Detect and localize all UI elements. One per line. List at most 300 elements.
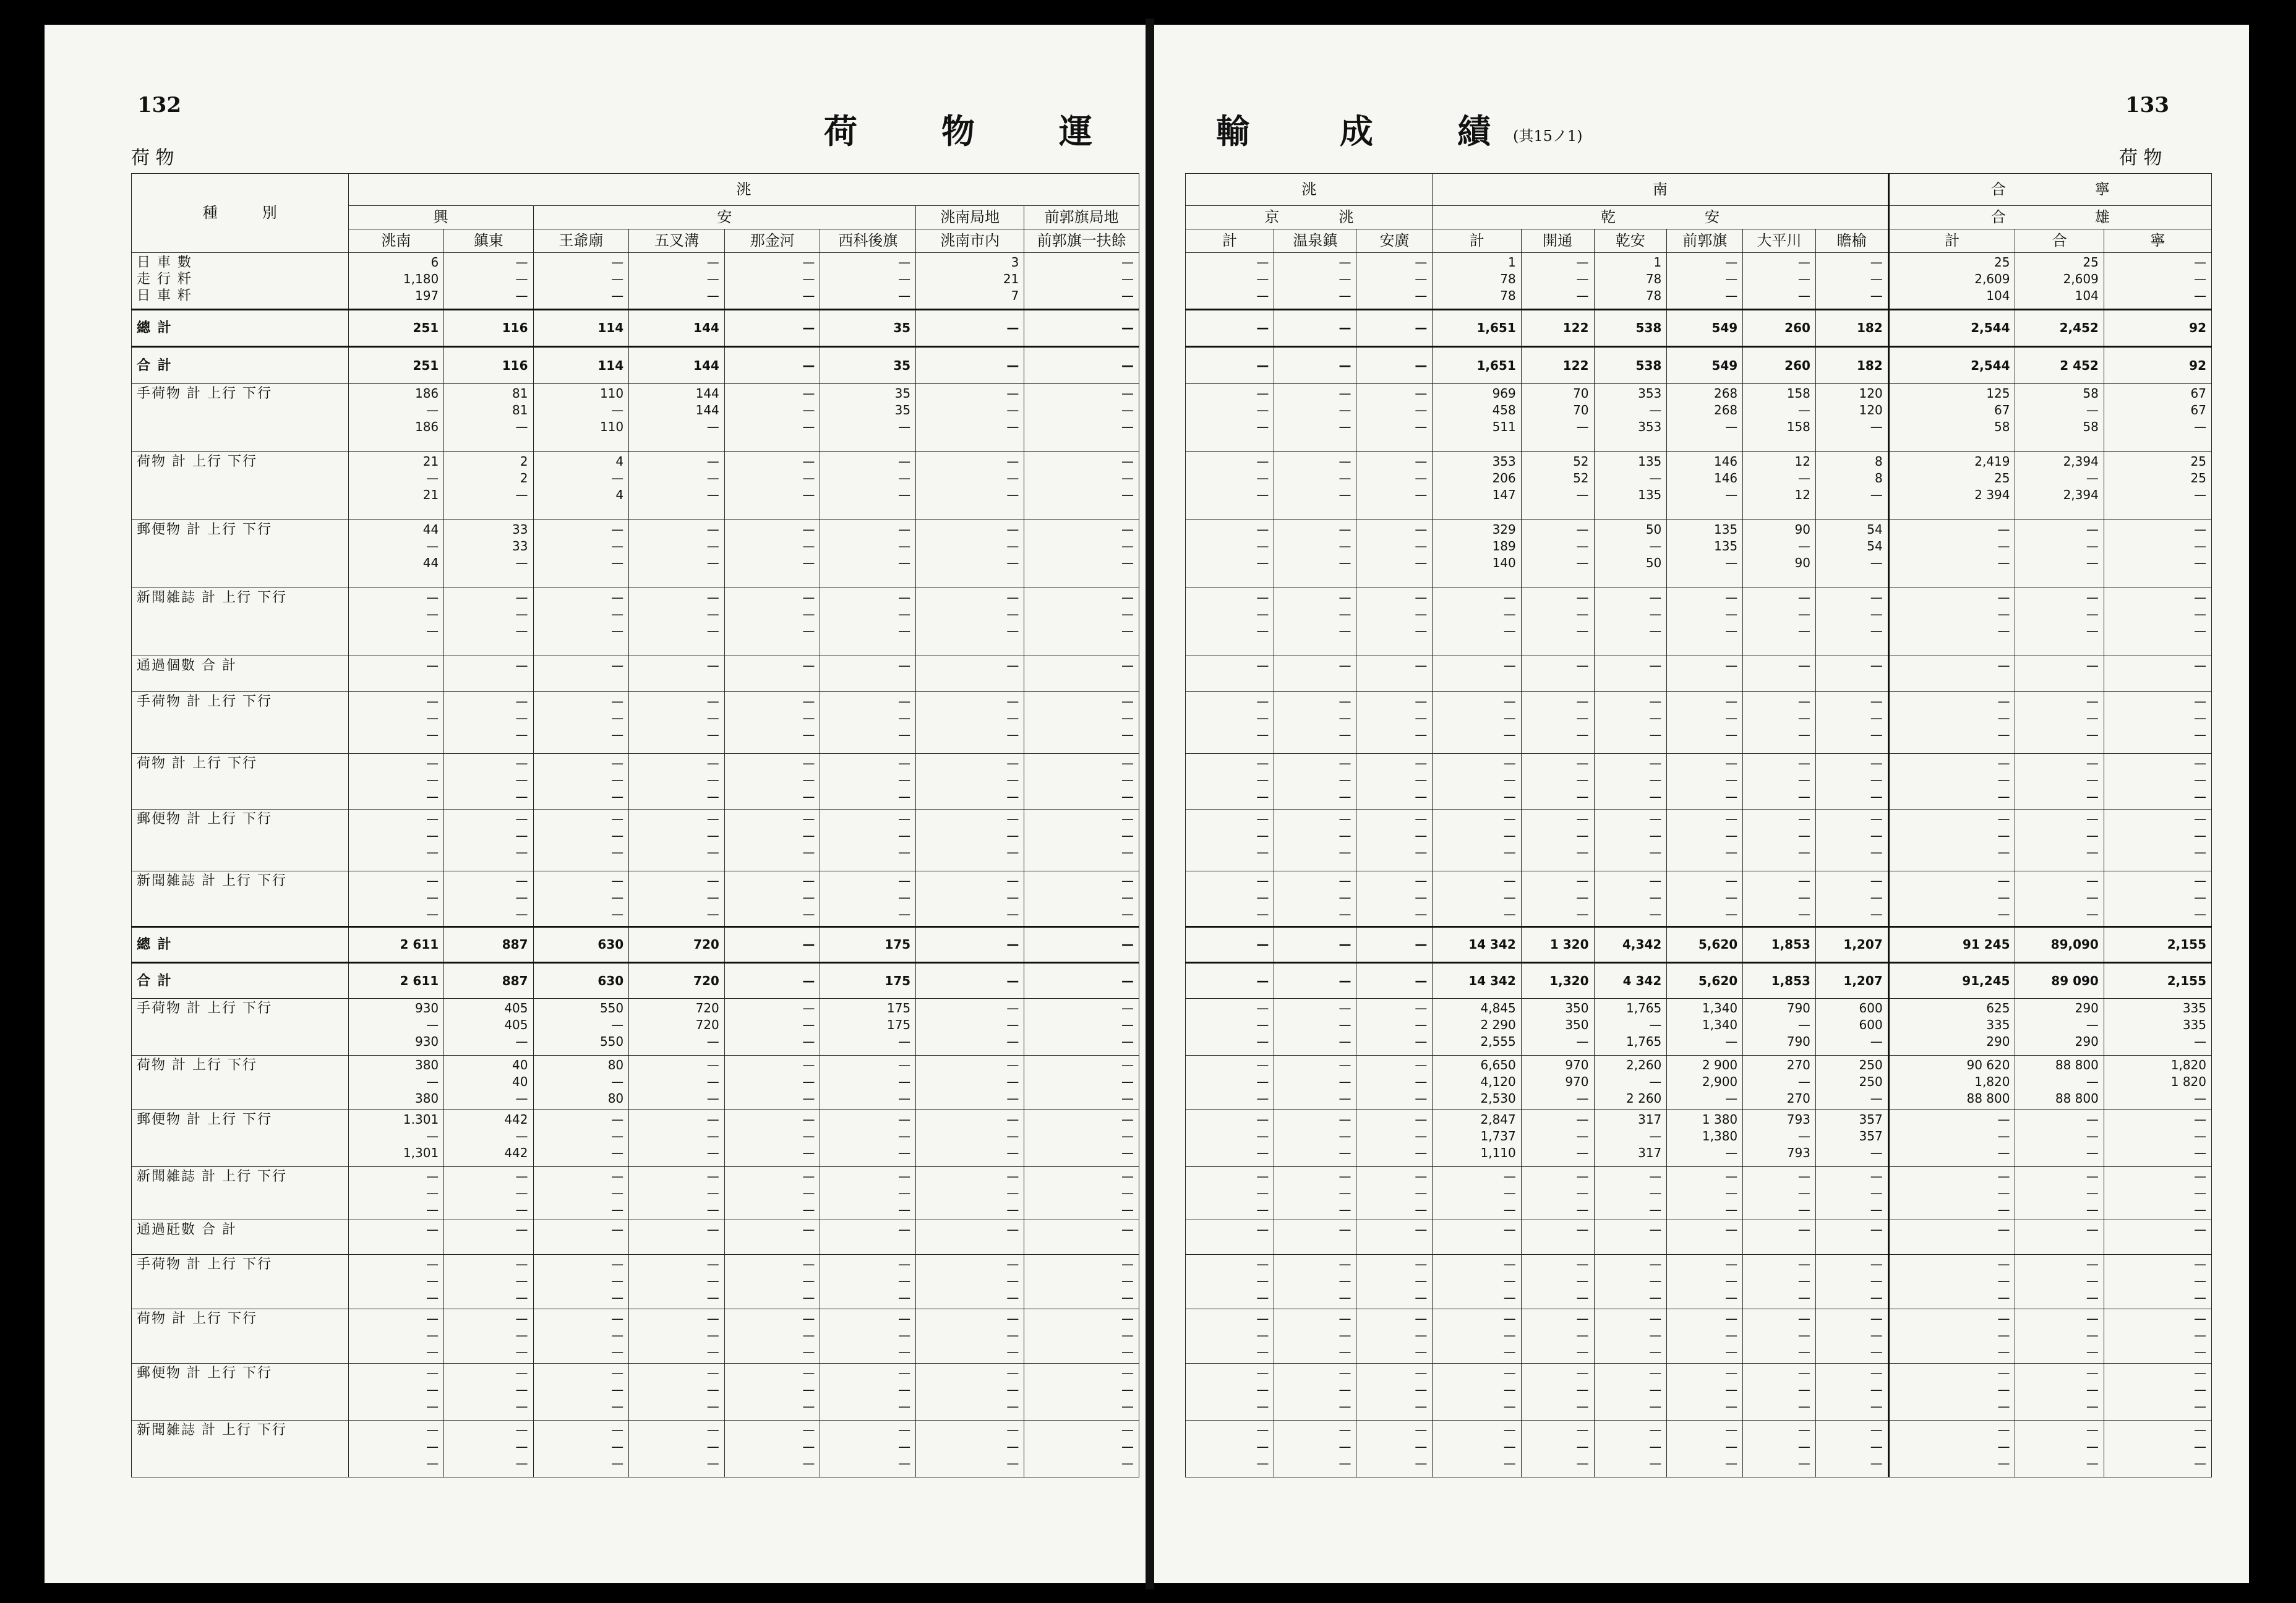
table-cell: 357 357 — xyxy=(1815,1110,1888,1167)
table-cell: — xyxy=(820,1220,916,1255)
table-cell: — — — xyxy=(2015,810,2104,871)
table-cell: 182 xyxy=(1815,310,1888,347)
table-part-note: (其15ノ1) xyxy=(1513,127,1583,145)
table-cell: — xyxy=(2104,656,2211,692)
table-cell: 251 xyxy=(348,347,444,384)
table-cell: — — — xyxy=(1274,1255,1356,1309)
table-row xyxy=(132,520,1139,588)
row-label: 手荷物 計 上行 下行 xyxy=(132,692,349,754)
row-label: 合 計 xyxy=(132,963,349,999)
table-cell: 790 — 790 xyxy=(1743,999,1816,1056)
table-cell: 260 xyxy=(1743,310,1816,347)
table-cell: 35 xyxy=(820,347,916,384)
table-cell: — — — xyxy=(1667,1364,1743,1421)
table-cell: — — — xyxy=(1815,1364,1888,1421)
row-label: 手荷物 計 上行 下行 xyxy=(132,999,349,1056)
table-cell: 2 611 xyxy=(348,927,444,963)
table-row xyxy=(1186,927,2212,963)
table-cell: 92 xyxy=(2104,310,2211,347)
table-cell: — — — xyxy=(1521,871,1594,927)
table-cell: 1,820 1 820 — xyxy=(2104,1056,2211,1110)
row-label: 荷物 計 上行 下行 xyxy=(132,452,349,520)
table-cell: — — — xyxy=(1024,1167,1139,1220)
table-cell: — — — xyxy=(1667,692,1743,754)
table-cell: — — — xyxy=(1356,1309,1433,1364)
table-cell: — — — xyxy=(1024,1056,1139,1110)
table-cell: — xyxy=(916,310,1024,347)
column-header: 寧 xyxy=(2104,229,2211,253)
table-cell: — xyxy=(1024,963,1139,999)
table-cell: 329 189 140 xyxy=(1433,520,1521,588)
header-qianguo-local: 前郭旗局地 xyxy=(1024,206,1139,229)
table-cell: 2,419 25 2 394 xyxy=(1888,452,2015,520)
table-cell: — — — xyxy=(629,810,725,871)
table-cell: — — — xyxy=(1274,520,1356,588)
table-cell: — — — xyxy=(1743,1364,1816,1421)
table-row xyxy=(132,963,1139,999)
table-cell: 720 720 — xyxy=(629,999,725,1056)
table-cell: — — — xyxy=(916,520,1024,588)
table-cell: — — — xyxy=(1024,871,1139,927)
table-cell: — xyxy=(1667,656,1743,692)
table-cell: — — — xyxy=(533,1167,629,1220)
table-cell: — xyxy=(1815,1220,1888,1255)
table-cell: — — — xyxy=(1274,1421,1356,1477)
table-row xyxy=(1186,692,2212,754)
table-cell: — xyxy=(916,1220,1024,1255)
table-cell: — — — xyxy=(629,1255,725,1309)
column-header: 合 xyxy=(2015,229,2104,253)
table-cell: — — — xyxy=(2015,1167,2104,1220)
table-cell: — — — xyxy=(2015,1309,2104,1364)
table-cell: — — — xyxy=(629,1110,725,1167)
table-cell: — — — xyxy=(1433,1364,1521,1421)
table-cell: 630 xyxy=(533,963,629,999)
table-cell: — — — xyxy=(1356,999,1433,1056)
table-cell: — xyxy=(1521,1220,1594,1255)
table-cell: 6 1,180 197 xyxy=(348,253,444,310)
table-cell: — xyxy=(1274,347,1356,384)
table-cell: — — — xyxy=(1594,1255,1667,1309)
table-cell: 58 — 58 xyxy=(2015,384,2104,452)
table-cell: — — — xyxy=(1274,1167,1356,1220)
table-cell: — — — xyxy=(533,1364,629,1421)
table-cell: 122 xyxy=(1521,347,1594,384)
table-cell: — xyxy=(820,656,916,692)
row-label: 荷物 計 上行 下行 xyxy=(132,754,349,810)
table-cell: — — — xyxy=(1667,871,1743,927)
table-cell: — — — xyxy=(444,1364,533,1421)
table-cell: — xyxy=(1024,656,1139,692)
table-row xyxy=(1186,1110,2212,1167)
table-cell: 2,155 xyxy=(2104,927,2211,963)
table-cell: — — — xyxy=(1743,1167,1816,1220)
table-cell: — — — xyxy=(2104,871,2211,927)
table-row xyxy=(132,588,1139,656)
table-cell: 175 xyxy=(820,963,916,999)
table-cell: — xyxy=(2015,656,2104,692)
table-cell: — — — xyxy=(1888,1255,2015,1309)
table-cell: 135 — 135 xyxy=(1594,452,1667,520)
table-cell: — — — xyxy=(1356,1364,1433,1421)
table-cell: — — — xyxy=(724,810,820,871)
table-cell: — — — xyxy=(2015,520,2104,588)
table-cell: — — — xyxy=(629,1364,725,1421)
table-cell: — — — xyxy=(1594,692,1667,754)
table-cell: — — — xyxy=(916,1255,1024,1309)
table-row xyxy=(132,452,1139,520)
table-cell: 144 144 — xyxy=(629,384,725,452)
table-cell: — — — xyxy=(2104,1255,2211,1309)
column-header: 開通 xyxy=(1521,229,1594,253)
table-cell: 600 600 — xyxy=(1815,999,1888,1056)
table-row xyxy=(1186,253,2212,310)
table-cell: — — — xyxy=(1356,253,1433,310)
table-cell: 970 970 — xyxy=(1521,1056,1594,1110)
right-page xyxy=(1154,25,2249,1583)
table-row xyxy=(132,310,1139,347)
table-cell: — — — xyxy=(1521,588,1594,656)
header-qian-an: 乾 安 xyxy=(1433,206,1888,229)
table-row xyxy=(1186,1255,2212,1309)
table-cell: — — — xyxy=(1274,588,1356,656)
table-cell: 14 342 xyxy=(1433,963,1521,999)
table-cell: — xyxy=(1667,1220,1743,1255)
title-char-1: 荷 xyxy=(824,111,860,151)
table-cell: — — — xyxy=(1521,1255,1594,1309)
table-row xyxy=(1186,656,2212,692)
table-cell: — — — xyxy=(1888,692,2015,754)
left-data-table xyxy=(131,173,1139,1477)
title-char-3: 運 xyxy=(1059,111,1095,151)
table-cell: 2,544 xyxy=(1888,347,2015,384)
row-label: 郵便物 計 上行 下行 xyxy=(132,810,349,871)
title-char-4: 輸 xyxy=(1216,111,1252,151)
table-cell: — xyxy=(1521,656,1594,692)
table-cell: — — — xyxy=(1521,692,1594,754)
table-cell: — xyxy=(533,1220,629,1255)
table-cell: — — — xyxy=(1274,692,1356,754)
table-cell: — — — xyxy=(916,1364,1024,1421)
column-header: 五叉溝 xyxy=(629,229,725,253)
table-cell: — — — xyxy=(916,588,1024,656)
table-cell: — — — xyxy=(1743,1421,1816,1477)
table-cell: 1,207 xyxy=(1815,927,1888,963)
table-cell: — — — xyxy=(2015,692,2104,754)
table-cell: 35 35 — xyxy=(820,384,916,452)
column-header: 大平川 xyxy=(1743,229,1816,253)
table-row xyxy=(1186,1220,2212,1255)
table-cell: — — — xyxy=(1594,871,1667,927)
table-cell: — xyxy=(533,656,629,692)
table-cell: — xyxy=(1274,656,1356,692)
table-cell: — — — xyxy=(916,1110,1024,1167)
table-cell: — — — xyxy=(820,1364,916,1421)
table-cell: — — — xyxy=(1743,1309,1816,1364)
table-row xyxy=(1186,871,2212,927)
table-cell: 67 67 — xyxy=(2104,384,2211,452)
table-cell: 630 xyxy=(533,927,629,963)
table-cell: — — — xyxy=(1186,871,1274,927)
header-jing-tao: 京 洮 xyxy=(1186,206,1433,229)
column-header: 那金河 xyxy=(724,229,820,253)
table-cell: — xyxy=(1356,927,1433,963)
row-label: 郵便物 計 上行 下行 xyxy=(132,1110,349,1167)
table-cell: — — — xyxy=(724,754,820,810)
column-header: 前郭旗 xyxy=(1667,229,1743,253)
table-cell: — — — xyxy=(916,1309,1024,1364)
table-cell: — — — xyxy=(1024,384,1139,452)
table-cell: — xyxy=(444,1220,533,1255)
table-cell: — — — xyxy=(1186,253,1274,310)
table-cell: 290 — 290 xyxy=(2015,999,2104,1056)
table-cell: — — — xyxy=(916,452,1024,520)
table-cell: — — — xyxy=(1521,1167,1594,1220)
table-cell: 2,452 xyxy=(2015,310,2104,347)
table-cell: — — — xyxy=(1024,1364,1139,1421)
table-cell: — — — xyxy=(1433,871,1521,927)
table-cell: — — — xyxy=(1186,692,1274,754)
table-cell: — xyxy=(1186,963,1274,999)
table-cell: — xyxy=(1356,310,1433,347)
table-cell: — — — xyxy=(1356,1167,1433,1220)
table-cell: — — — xyxy=(1521,520,1594,588)
table-cell: — — — xyxy=(1815,1167,1888,1220)
table-cell: 182 xyxy=(1815,347,1888,384)
table-cell: — — — xyxy=(1274,1309,1356,1364)
table-cell: — — — xyxy=(2104,520,2211,588)
table-cell: — — — xyxy=(1521,1421,1594,1477)
row-label: 日 車 數 走 行 粁 日 車 粁 xyxy=(132,253,349,310)
table-cell: — — — xyxy=(1356,1255,1433,1309)
header-he-xiong: 合 雄 xyxy=(1888,206,2211,229)
table-cell: — — — xyxy=(916,810,1024,871)
table-cell: 1,207 xyxy=(1815,963,1888,999)
table-cell: — — — xyxy=(348,588,444,656)
table-cell: 25 2,609 104 xyxy=(1888,253,2015,310)
table-cell: 33 33 — xyxy=(444,520,533,588)
table-cell: — — — xyxy=(629,1056,725,1110)
table-cell: — — — xyxy=(1888,588,2015,656)
table-cell: — — — xyxy=(1186,1309,1274,1364)
row-label: 手荷物 計 上行 下行 xyxy=(132,1255,349,1309)
table-cell: 549 xyxy=(1667,310,1743,347)
table-cell: 251 xyxy=(348,310,444,347)
table-cell: — xyxy=(1024,927,1139,963)
table-cell: — — — xyxy=(1667,253,1743,310)
table-cell: — — — xyxy=(533,1309,629,1364)
table-cell: — xyxy=(444,656,533,692)
table-cell: — xyxy=(724,656,820,692)
book-gutter xyxy=(1146,19,1154,1589)
column-header: 計 xyxy=(1186,229,1274,253)
table-cell: — xyxy=(1743,1220,1816,1255)
table-cell: 1 78 78 xyxy=(1594,253,1667,310)
table-cell: — — — xyxy=(1743,871,1816,927)
table-cell: 91,245 xyxy=(1888,963,2015,999)
table-cell: — — — xyxy=(1815,588,1888,656)
table-cell: — — — xyxy=(1186,810,1274,871)
table-cell: — — — xyxy=(1024,754,1139,810)
table-cell: — xyxy=(1186,656,1274,692)
table-cell: 12 — 12 xyxy=(1743,452,1816,520)
table-cell: 25 25 — xyxy=(2104,452,2211,520)
table-cell: — — — xyxy=(2015,1255,2104,1309)
table-cell: — — — xyxy=(1186,520,1274,588)
table-cell: 50 — 50 xyxy=(1594,520,1667,588)
table-cell: 3 21 7 xyxy=(916,253,1024,310)
table-cell: 21 — 21 xyxy=(348,452,444,520)
table-cell: — xyxy=(1356,656,1433,692)
column-header: 計 xyxy=(1888,229,2015,253)
table-cell: — xyxy=(1594,1220,1667,1255)
table-cell: — — — xyxy=(820,871,916,927)
table-cell: — — — xyxy=(1888,754,2015,810)
table-cell: — xyxy=(1186,927,1274,963)
table-cell: — — — xyxy=(820,520,916,588)
table-cell: 175 xyxy=(820,927,916,963)
table-cell: — xyxy=(629,1220,725,1255)
row-label: 郵便物 計 上行 下行 xyxy=(132,1364,349,1421)
table-cell: — — — xyxy=(2015,588,2104,656)
table-cell: — xyxy=(1743,656,1816,692)
table-cell: 70 70 — xyxy=(1521,384,1594,452)
table-cell: — — — xyxy=(2104,588,2211,656)
table-cell: 146 146 — xyxy=(1667,452,1743,520)
table-cell: — xyxy=(1274,963,1356,999)
table-row xyxy=(1186,1056,2212,1110)
table-cell: — — — xyxy=(820,1255,916,1309)
table-cell: — — — xyxy=(916,1167,1024,1220)
table-cell: 2,155 xyxy=(2104,963,2211,999)
table-cell: 4 — 4 xyxy=(533,452,629,520)
table-cell: — — — xyxy=(1024,999,1139,1056)
table-cell: 116 xyxy=(444,310,533,347)
table-cell: — xyxy=(1433,656,1521,692)
table-cell: 80 — 80 xyxy=(533,1056,629,1110)
table-cell: — — — xyxy=(629,1167,725,1220)
table-cell: — — — xyxy=(629,1421,725,1477)
table-cell: 335 335 — xyxy=(2104,999,2211,1056)
table-cell: — — — xyxy=(444,810,533,871)
table-cell: 2 900 2,900 — xyxy=(1667,1056,1743,1110)
table-row xyxy=(132,754,1139,810)
table-row xyxy=(132,1167,1139,1220)
table-cell: — — — xyxy=(1186,999,1274,1056)
table-cell: 144 xyxy=(629,347,725,384)
table-cell: — — — xyxy=(348,1421,444,1477)
table-cell: — — — xyxy=(1356,692,1433,754)
table-cell: — xyxy=(1356,963,1433,999)
table-cell: — — — xyxy=(1888,1110,2015,1167)
table-cell: — — — xyxy=(1186,1110,1274,1167)
row-label: 新聞雑誌 計 上行 下行 xyxy=(132,1421,349,1477)
table-cell: — — — xyxy=(533,588,629,656)
table-cell: — — — xyxy=(533,692,629,754)
table-cell: 2,544 xyxy=(1888,310,2015,347)
table-cell: 125 67 58 xyxy=(1888,384,2015,452)
table-cell: 793 — 793 xyxy=(1743,1110,1816,1167)
left-page xyxy=(45,25,1146,1583)
table-cell: — — — xyxy=(1356,1421,1433,1477)
table-cell: — — — xyxy=(916,384,1024,452)
page-number-right: 133 xyxy=(2125,93,2169,118)
table-cell: — — — xyxy=(724,1056,820,1110)
table-cell: 353 206 147 xyxy=(1433,452,1521,520)
table-cell: — xyxy=(1356,347,1433,384)
table-cell: — — — xyxy=(1594,588,1667,656)
table-cell: — — — xyxy=(348,871,444,927)
table-cell: — — — xyxy=(1186,384,1274,452)
table-cell: — — — xyxy=(724,1110,820,1167)
table-cell: — — — xyxy=(629,1309,725,1364)
table-cell: 6,650 4,120 2,530 xyxy=(1433,1056,1521,1110)
table-cell: — — — xyxy=(444,871,533,927)
table-cell: — — — xyxy=(1743,810,1816,871)
table-cell: — — — xyxy=(1815,1421,1888,1477)
table-cell: 120 120 — xyxy=(1815,384,1888,452)
table-cell: 405 405 — xyxy=(444,999,533,1056)
table-cell: — xyxy=(2104,1220,2211,1255)
table-cell: — — — xyxy=(1186,588,1274,656)
table-cell: — — — xyxy=(1888,1309,2015,1364)
row-label: 總 計 xyxy=(132,927,349,963)
table-cell: — — — xyxy=(2015,1364,2104,1421)
table-cell: 2,260 — 2 260 xyxy=(1594,1056,1667,1110)
table-cell: — xyxy=(1594,656,1667,692)
table-cell: — — — xyxy=(1743,754,1816,810)
table-cell: — — — xyxy=(1743,1255,1816,1309)
table-cell: 90 — 90 xyxy=(1743,520,1816,588)
table-cell: — — — xyxy=(1815,1309,1888,1364)
table-cell: — — — xyxy=(1667,754,1743,810)
table-cell: 175 175 — xyxy=(820,999,916,1056)
table-cell: 317 — 317 xyxy=(1594,1110,1667,1167)
table-cell: — — — xyxy=(1888,871,2015,927)
table-cell: — — — xyxy=(1433,810,1521,871)
table-cell: — — — xyxy=(1815,810,1888,871)
table-cell: — xyxy=(916,347,1024,384)
table-row xyxy=(132,1056,1139,1110)
table-cell: 442 — 442 xyxy=(444,1110,533,1167)
table-cell: 89,090 xyxy=(2015,927,2104,963)
table-cell: — xyxy=(724,347,820,384)
row-label: 新聞雑誌 計 上行 下行 xyxy=(132,871,349,927)
table-cell: — xyxy=(1274,310,1356,347)
table-cell: — xyxy=(1186,347,1274,384)
table-cell: — — — xyxy=(1667,1167,1743,1220)
table-cell: — — — xyxy=(1888,1364,2015,1421)
table-cell: 2,847 1,737 1,110 xyxy=(1433,1110,1521,1167)
table-row xyxy=(132,656,1139,692)
table-cell: — — — xyxy=(348,1364,444,1421)
column-header: 西科後旗 xyxy=(820,229,916,253)
table-cell: — xyxy=(1024,1220,1139,1255)
table-cell: — — — xyxy=(1521,1309,1594,1364)
table-cell: — xyxy=(2015,1220,2104,1255)
table-cell: — xyxy=(916,656,1024,692)
table-cell: 720 xyxy=(629,927,725,963)
header-an: 安 xyxy=(533,206,916,229)
table-cell: — — — xyxy=(533,520,629,588)
table-cell: 54 54 — xyxy=(1815,520,1888,588)
table-cell: 35 xyxy=(820,310,916,347)
table-row xyxy=(1186,810,2212,871)
table-cell: 122 xyxy=(1521,310,1594,347)
table-cell: — — — xyxy=(2015,1110,2104,1167)
column-header: 前郭旗一扶餘 xyxy=(1024,229,1139,253)
row-label: 通過個數 合 計 xyxy=(132,656,349,692)
